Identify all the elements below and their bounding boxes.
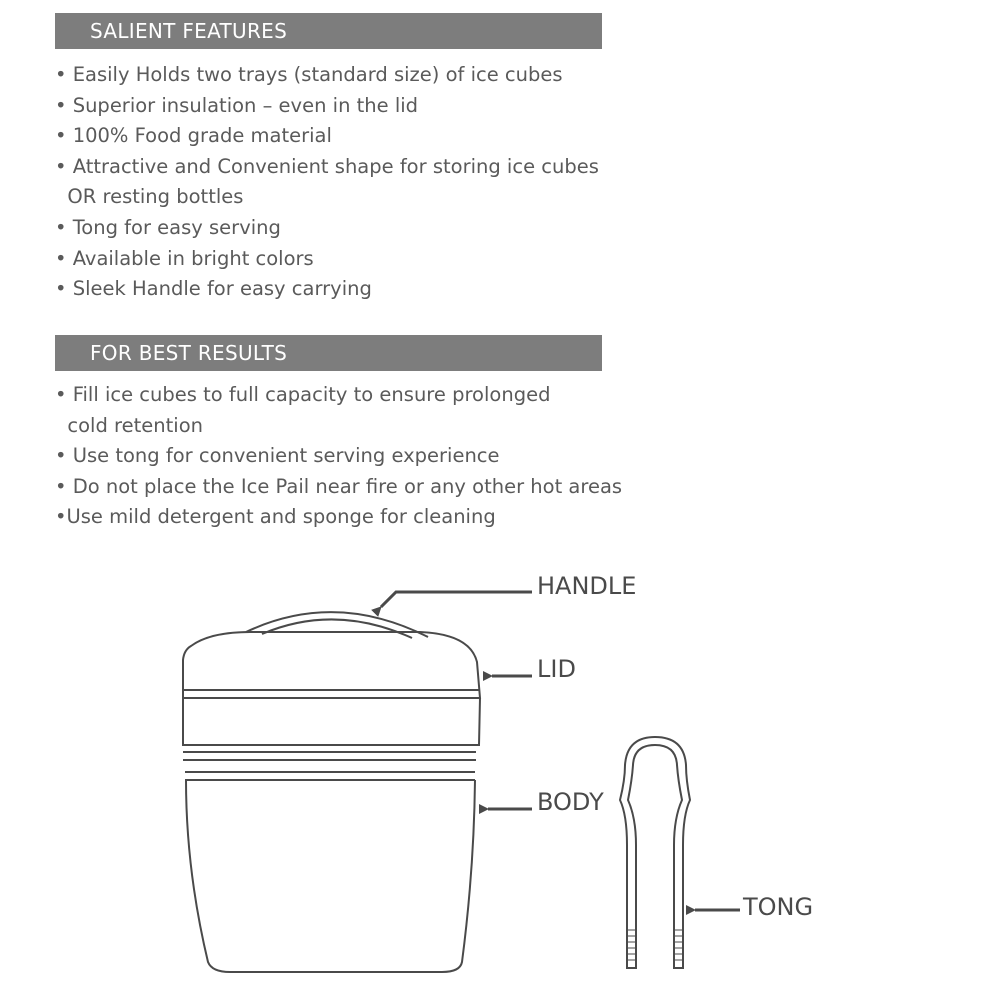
list-item: • Use tong for convenient serving experience xyxy=(55,444,500,468)
handle-arrow xyxy=(381,592,532,607)
pail-lid xyxy=(183,632,480,698)
list-item: • Do not place the Ice Pail near fire or any other hot areas xyxy=(55,474,623,498)
list-item: • Attractive and Convenient shape for storing ice cubes xyxy=(55,154,599,178)
handle-label: HANDLE xyxy=(537,572,637,600)
best-results-list xyxy=(55,380,622,533)
tong-outer xyxy=(620,737,690,968)
best-results-title: FOR BEST RESULTS xyxy=(90,341,288,365)
salient-features-header xyxy=(55,13,602,49)
list-item: • Sleek Handle for easy carrying xyxy=(55,277,372,301)
list-item: • Fill ice cubes to full capacity to ensure prolonged xyxy=(55,383,551,406)
salient-features-title: SALIENT FEATURES xyxy=(90,19,288,43)
list-item: OR resting bottles xyxy=(55,185,244,209)
list-item: • Tong for easy serving xyxy=(55,215,281,239)
pail-upper-body xyxy=(183,698,480,745)
list-item: • Easily Holds two trays (standard size) of ice cubes xyxy=(55,63,563,86)
list-item: cold retention xyxy=(55,413,203,437)
salient-features-list xyxy=(55,60,599,305)
pail-body xyxy=(186,780,475,972)
body-label: BODY xyxy=(537,788,604,816)
ice-pail-illustration xyxy=(183,612,480,972)
list-item: • Available in bright colors xyxy=(55,246,314,270)
ice-pail-diagram xyxy=(0,540,1000,1000)
list-item: •Use mild detergent and sponge for cleaning xyxy=(55,505,496,529)
list-item: • 100% Food grade material xyxy=(55,124,332,148)
tong-label: TONG xyxy=(743,893,814,921)
tong-illustration xyxy=(620,737,690,968)
lid-label: LID xyxy=(537,655,576,683)
list-item: • Superior insulation – even in the lid xyxy=(55,93,419,117)
best-results-header xyxy=(55,335,602,371)
